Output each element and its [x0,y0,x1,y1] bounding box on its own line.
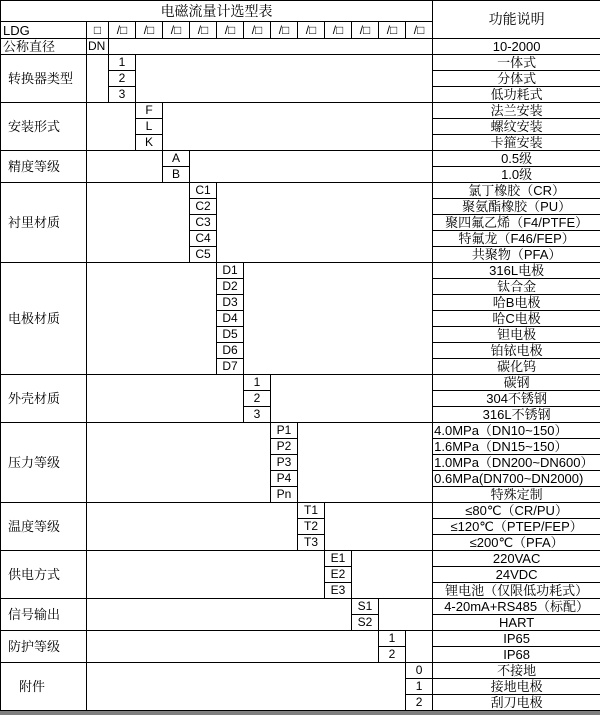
group-label: 压力等级 [1,423,87,503]
function-cell: 10-2000 [433,39,600,55]
group-label: 安装形式 [1,103,87,151]
code-cell: E1 [325,551,352,567]
code-cell: D4 [217,311,244,327]
code-cell: K [136,135,163,151]
header-row [1,1,600,22]
function-cell: ≤80℃（CR/PU） [433,503,600,519]
code-slot-cell: /□ [163,22,190,39]
code-cell: C2 [190,199,217,215]
code-cell: P4 [271,471,298,487]
spec-row [1,423,600,439]
empty-cell [325,503,433,551]
code-slot-cell: /□ [379,22,406,39]
group-label: 转换器类型 [1,55,87,103]
function-cell: 碳钢 [433,375,600,391]
function-cell: 分体式 [433,71,600,87]
code-cell: P3 [271,455,298,471]
function-cell: 316L电极 [433,263,600,279]
code-cell: A [163,151,190,167]
empty-cell [87,663,406,711]
code-cell: D3 [217,295,244,311]
function-cell: 4-20mA+RS485（标配） [433,599,600,615]
function-cell: 聚四氟乙烯（F4/PTFE） [433,215,600,231]
code-cell: D2 [217,279,244,295]
code-cell: 3 [244,407,271,423]
code-cell: B [163,167,190,183]
group-label: 公称直径 [1,39,87,55]
empty-cell [136,55,433,103]
code-slot-cell: /□ [244,22,271,39]
function-cell: 铂铱电极 [433,343,600,359]
function-cell: IP68 [433,647,600,663]
code-cell: L [136,119,163,135]
group-label: 外壳材质 [1,375,87,423]
function-cell: 钽电极 [433,327,600,343]
function-cell: 不接地 [433,663,600,679]
function-cell: 0.5级 [433,151,600,167]
function-cell: 接地电极 [433,679,600,695]
group-label: 附件 [1,663,87,711]
function-cell: 聚氨酯橡胶（PU） [433,199,600,215]
bottom-border-bar [0,711,600,715]
empty-cell [87,375,244,423]
group-label: 电极材质 [1,263,87,375]
function-cell: 316L不锈钢 [433,407,600,423]
group-label: 信号输出 [1,599,87,631]
code-cell: D1 [217,263,244,279]
spec-row [1,375,600,391]
code-cell: F [136,103,163,119]
function-cell: 法兰安装 [433,103,600,119]
code-cell: 0 [406,663,433,679]
function-cell: 共聚物（PFA） [433,247,600,263]
code-cell: D6 [217,343,244,359]
function-cell: 哈C电极 [433,311,600,327]
empty-cell [87,631,379,663]
code-cell: S2 [352,615,379,631]
function-cell: 螺纹安装 [433,119,600,135]
code-cell: 1 [406,679,433,695]
empty-cell [352,551,433,599]
code-cell: P1 [271,423,298,439]
spec-row [1,183,600,199]
function-cell: 卡箍安装 [433,135,600,151]
code-cell: E2 [325,567,352,583]
spec-row [1,151,600,167]
code-cell: 2 [244,391,271,407]
function-cell: 碳化钨 [433,359,600,375]
code-cell: D5 [217,327,244,343]
code-cell: 2 [109,71,136,87]
empty-cell [379,599,433,631]
code-cell: 1 [244,375,271,391]
code-cell: C5 [190,247,217,263]
code-cell: S1 [352,599,379,615]
code-slot-cell: /□ [298,22,325,39]
code-slot-cell: /□ [190,22,217,39]
empty-cell [87,55,109,103]
function-cell: 钛合金 [433,279,600,295]
function-cell: ≤120℃（PTEP/FEP） [433,519,600,535]
function-cell: 特殊定制 [433,487,600,503]
function-cell: 特氟龙（F46/FEP） [433,231,600,247]
spec-row [1,503,600,519]
code-slot-cell: /□ [352,22,379,39]
code-cell: T1 [298,503,325,519]
group-label: 温度等级 [1,503,87,551]
function-cell: 24VDC [433,567,600,583]
code-slot-cell: □ [87,22,109,39]
function-cell: 1.6MPa（DN15~150） [433,439,600,455]
empty-cell [87,151,163,183]
code-cell: T3 [298,535,325,551]
empty-cell [190,151,433,183]
group-label: 衬里材质 [1,183,87,263]
code-cell: C1 [190,183,217,199]
spec-row [1,551,600,567]
empty-cell [87,551,325,599]
function-cell: 氯丁橡胶（CR） [433,183,600,199]
function-column-header: 功能说明 [433,1,600,39]
function-cell: 一体式 [433,55,600,71]
code-cell: T2 [298,519,325,535]
empty-cell [87,183,190,263]
table-title: 电磁流量计选型表 [1,1,433,22]
function-cell: 锂电池（仅限低功耗式） [433,583,600,599]
function-cell: 低功耗式 [433,87,600,103]
empty-cell [109,39,433,55]
group-label: 供电方式 [1,551,87,599]
spec-row [1,631,600,647]
empty-cell [298,423,433,503]
group-label: 精度等级 [1,151,87,183]
code-cell: C3 [190,215,217,231]
code-cell: 2 [406,695,433,711]
spec-row [1,55,600,71]
code-slot-cell: /□ [217,22,244,39]
code-cell: C4 [190,231,217,247]
spec-row [1,263,600,279]
empty-cell [244,263,433,375]
code-slot-cell: /□ [109,22,136,39]
empty-cell [163,103,433,151]
spec-row [1,663,600,679]
code-cell: 1 [379,631,406,647]
empty-cell [87,423,271,503]
function-cell: 304不锈钢 [433,391,600,407]
code-cell: P2 [271,439,298,455]
model-prefix: LDG [1,22,87,39]
empty-cell [406,631,433,663]
code-cell: DN [87,39,109,55]
code-cell: Pn [271,487,298,503]
code-cell: D7 [217,359,244,375]
function-cell: ≤200℃（PFA） [433,535,600,551]
code-cell: 1 [109,55,136,71]
function-cell: 哈B电极 [433,295,600,311]
function-cell: 0.6MPa(DN700~DN2000) [433,471,600,487]
code-cell: 2 [379,647,406,663]
function-cell: IP65 [433,631,600,647]
empty-cell [217,183,433,263]
group-label: 防护等级 [1,631,87,663]
code-cell: 3 [109,87,136,103]
code-slot-cell: /□ [406,22,433,39]
empty-cell [87,503,298,551]
function-cell: HART [433,615,600,631]
empty-cell [87,599,352,631]
function-cell: 220VAC [433,551,600,567]
code-slot-cell: /□ [325,22,352,39]
spec-row [1,103,600,119]
function-cell: 刮刀电极 [433,695,600,711]
code-slot-cell: /□ [271,22,298,39]
empty-cell [87,263,217,375]
function-cell: 1.0MPa（DN200~DN600） [433,455,600,471]
empty-cell [87,103,136,151]
empty-cell [271,375,433,423]
code-slot-cell: /□ [136,22,163,39]
spec-row [1,39,600,55]
function-cell: 4.0MPa（DN10~150） [433,423,600,439]
code-cell: E3 [325,583,352,599]
function-cell: 1.0级 [433,167,600,183]
spec-row [1,599,600,615]
